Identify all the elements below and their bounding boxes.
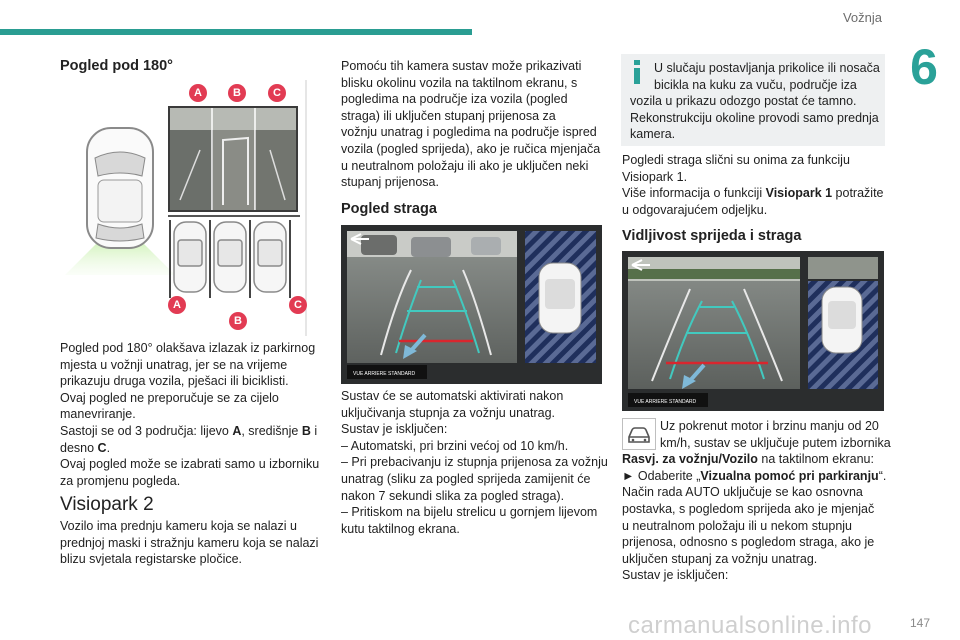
180-view-illustration bbox=[60, 80, 316, 336]
rear-view-screen bbox=[341, 225, 602, 384]
label-a-top: A bbox=[189, 84, 207, 102]
label-c-top: C bbox=[268, 84, 286, 102]
label-b-bottom: B bbox=[229, 312, 247, 330]
col3-paragraph-1: Pogledi straga slični su onima za funkciju Visiopark 1. Više informacija o funkciji Visiopark 1 potražite u odgovarajućem odjeljku. bbox=[622, 153, 884, 217]
section-title: Vožnja bbox=[842, 10, 882, 25]
header-accent-bar bbox=[0, 29, 472, 35]
col1-paragraph-visiopark: Vozilo ima prednju kameru koja se nalazi u prednjoj maski i stražnju kameru koja se nalazi blizu svjetala registarske pločice. bbox=[60, 519, 319, 567]
label-b-top: B bbox=[228, 84, 246, 102]
front-rear-screen bbox=[622, 251, 884, 411]
col2-rear-text: Sustav će se automatski aktivirati nakon uključivanja stupnja za vožnju unatrag. Sustav je isključen: – Automatski, pri brzini većoj od 10 km/h. – Pri prebacivanju iz stupnja prijenosa za vožnju unatrag (sliku za pogled sprijeda zamijenit će nakon 7 sekundi slika za pogled straga). – Pritiskom na bijelu strelicu u gornjem lijevom kutu taktilnog ekrana. bbox=[341, 389, 608, 536]
heading-visiopark-2: Visiopark 2 bbox=[60, 494, 154, 515]
section-heading-front-rear: Vidljivost sprijeda i straga bbox=[622, 228, 802, 244]
front-rear-screen-label: VUE ARRIERE STANDARD bbox=[634, 399, 697, 405]
rear-screen-label: VUE ARRIERE STANDARD bbox=[353, 371, 416, 377]
section-heading-rear-view: Pogled straga bbox=[341, 201, 437, 217]
chapter-number: 6 bbox=[910, 39, 938, 95]
label-c-bottom: C bbox=[289, 296, 307, 314]
col1-paragraph-1: Pogled pod 180° olakšava izlazak iz parkirnog mjesta u vožnji unatrag, jer se na vrijeme prikazuju druga vozila, pješaci ili biciklisti. Ovaj pogled ne preporučuje se za cijelo manevriranje. Sastoji se od 3 područja: lijevo A, središnje B i desno C. Ovaj pogled može se izabrati samo u izborniku za promjenu pogleda. bbox=[60, 341, 320, 488]
label-a-bottom: A bbox=[168, 296, 186, 314]
col3-note: Uz pokrenut motor i brzinu manju od 20 km/h, sustav se uključuje putem izbornika Rasvj. za vožnju/Vozilo na taktilnom ekranu: ► Odaberite „Vizualna pomoć pri parkiranju“. Način rada AUTO uključuje se kao osnovna postavka, s pogledom sprijeda ako je mjenjač u neutralnom položaju ili u nekom stupnju prijenosa, odnosno s pogledom straga, ako je uključen stupanj za vožnju unatrag. Sustav je isključen: bbox=[622, 419, 891, 583]
section-heading-180: Pogled pod 180° bbox=[60, 58, 173, 74]
page-number: 147 bbox=[909, 616, 930, 630]
info-box-text: U slučaju postavljanja prikolice ili nosača bicikla na kuku za vuču, područje iza vozila u prikazu odozgo postat će tamno. Rekonstrukciju okoline provodi samo prednja kamera. bbox=[630, 61, 880, 142]
col2-intro: Pomoću tih kamera sustav može prikazivati blisku okolinu vozila na taktilnom ekranu, s pogledima na područje iza vozila (pogled straga) ili uključen stupanj prijenosa za vožnju unatrag i pogledima na područje ispred vozila (pogled sprijeda), ako je ručica mjenjača u neutralnom položaju ili ako je uključen neki stupanj prijenosa. bbox=[341, 59, 601, 190]
watermark: carmanualsonline.info bbox=[628, 612, 872, 639]
